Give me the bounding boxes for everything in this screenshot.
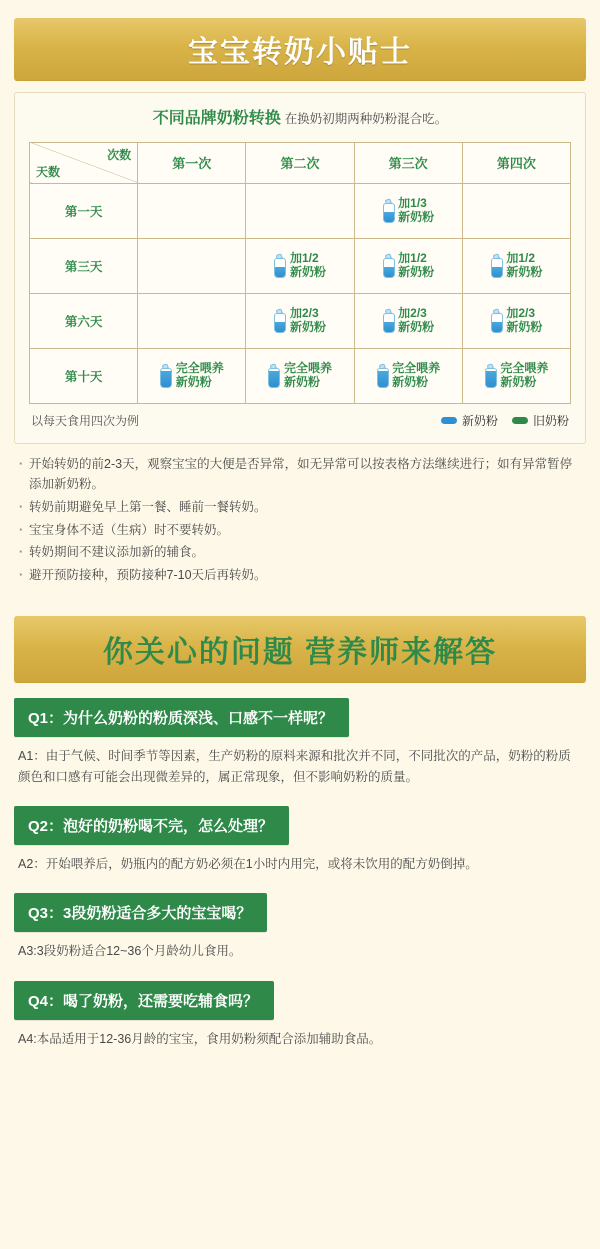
tips-list — [18, 454, 582, 586]
table-cell-line1: 加2/3 — [506, 306, 536, 320]
table-cell-line2: 新奶粉 — [506, 319, 543, 334]
table-cell — [462, 238, 570, 293]
table-cell-text — [392, 362, 440, 390]
table-cell-line1: 加1/3 — [398, 196, 427, 210]
table-cell-text — [398, 307, 434, 335]
table-cell — [138, 348, 246, 403]
table-cell — [246, 293, 354, 348]
table-cell-line2: 新奶粉 — [283, 374, 320, 389]
table-cell-line2: 新奶粉 — [289, 319, 326, 334]
transfer-table-heading-sub: 在换奶初期两种奶粉混合吃。 — [284, 112, 448, 126]
bottle-icon — [382, 254, 395, 278]
banner-faq-title: 你关心的问题 营养师来解答 — [102, 635, 498, 669]
faq-question: Q4：喝了奶粉，还需要吃辅食吗？ — [14, 981, 274, 1020]
bottle-icon — [382, 199, 395, 223]
table-cell-text — [506, 252, 542, 280]
banner-faq — [14, 616, 586, 682]
tip-item: · 避开预防接种，预防接种7-10天后再转奶。 — [18, 565, 582, 586]
legend-label-old: 旧奶粉 — [532, 413, 569, 428]
transfer-table-card — [14, 92, 586, 444]
faq-question: Q1：为什么奶粉的粉质深浅、口感不一样呢？ — [14, 698, 349, 737]
table-cell-line1: 完全喂养 — [500, 361, 549, 375]
bottle-icon — [490, 309, 503, 333]
bottle-icon — [382, 309, 395, 333]
banner-transfer-tips-title: 宝宝转奶小贴士 — [188, 36, 412, 69]
table-row-label: 第三天 — [30, 238, 138, 293]
bottle-icon — [490, 254, 503, 278]
table-cell — [354, 183, 462, 238]
table-col-header-1: 第一次 — [138, 142, 246, 183]
bottle-icon — [484, 364, 497, 388]
faq-answer: A3:3段奶粉适合12~36个月龄幼儿食用。 — [18, 944, 242, 959]
table-cell-text — [500, 362, 548, 390]
legend-swatch-old — [512, 417, 528, 424]
table-cell-text — [506, 307, 542, 335]
table-cell-line2: 新奶粉 — [398, 319, 435, 334]
table-row-label: 第一天 — [30, 183, 138, 238]
table-cell-line2: 新奶粉 — [500, 374, 537, 389]
table-cell-line1: 加2/3 — [398, 306, 427, 320]
table-row-label: 第六天 — [30, 293, 138, 348]
table-cell-text — [290, 252, 326, 280]
table-cell-line1: 加2/3 — [289, 306, 319, 320]
table-cell — [246, 183, 354, 238]
table-cell — [354, 238, 462, 293]
table-cell-text — [398, 252, 434, 280]
table-cell — [138, 183, 246, 238]
table-cell-text — [284, 362, 332, 390]
corner-label-times: 次数 — [107, 147, 132, 162]
table-corner-cell — [30, 142, 138, 183]
tip-item: · 宝宝身体不适（生病）时不要转奶。 — [18, 520, 582, 541]
tip-item: · 开始转奶的前2-3天，观察宝宝的大便是否异常，如无异常可以按表格方法继续进行；如有异常暂停添加新奶粉。 — [18, 454, 582, 495]
bottle-icon — [376, 364, 389, 388]
table-cell-line1: 完全喂养 — [175, 361, 224, 375]
legend-item-old — [512, 412, 569, 429]
faq-item — [14, 806, 586, 875]
table-cell-line2: 新奶粉 — [398, 209, 435, 224]
legend-note: 以每天食用四次为例 — [31, 413, 140, 428]
table-cell-text — [398, 197, 434, 225]
bottle-icon — [274, 254, 287, 278]
table-cell — [462, 348, 570, 403]
table-cell — [354, 293, 462, 348]
table-cell-line1: 完全喂养 — [283, 361, 332, 375]
table-cell-line1: 加1/2 — [506, 251, 536, 265]
transfer-table-heading-title: 不同品牌奶粉转换 — [152, 110, 281, 127]
table-cell-line2: 新奶粉 — [289, 264, 326, 279]
legend-items — [441, 412, 569, 429]
table-cell-line1: 完全喂养 — [392, 361, 441, 375]
banner-transfer-tips — [14, 18, 586, 80]
legend-swatch-new — [441, 417, 457, 424]
table-row — [30, 238, 571, 293]
table-cell — [462, 183, 570, 238]
table-cell — [462, 293, 570, 348]
table-cell-line1: 加1/2 — [398, 251, 427, 265]
bottle-icon — [268, 364, 281, 388]
faq-item — [14, 893, 586, 962]
table-cell-line2: 新奶粉 — [398, 264, 435, 279]
table-cell-line2: 新奶粉 — [175, 374, 212, 389]
page-root — [0, 18, 600, 1249]
faq-answer: A2：开始喂养后，奶瓶内的配方奶必须在1小时内用完，或将未饮用的配方奶倒掉。 — [18, 857, 478, 872]
table-row — [30, 348, 571, 403]
transfer-table-heading — [29, 109, 571, 130]
faq-list — [14, 698, 586, 1050]
table-cell — [246, 238, 354, 293]
table-cell-line2: 新奶粉 — [506, 264, 543, 279]
transfer-table — [29, 142, 571, 404]
table-header-row — [30, 142, 571, 183]
table-col-header-4: 第四次 — [462, 142, 570, 183]
faq-answer: A4:本品适用于12-36月龄的宝宝，食用奶粉须配合添加辅助食品。 — [18, 1031, 382, 1046]
table-cell-line2: 新奶粉 — [392, 374, 429, 389]
bottle-icon — [160, 364, 173, 388]
tip-item: · 转奶期间不建议添加新的辅食。 — [18, 542, 582, 563]
legend-item-new — [441, 412, 498, 429]
faq-item — [14, 981, 586, 1050]
table-legend-row — [29, 412, 571, 429]
table-row-label: 第十天 — [30, 348, 138, 403]
table-cell — [138, 293, 246, 348]
faq-item — [14, 698, 586, 789]
table-cell-line1: 加1/2 — [289, 251, 319, 265]
corner-label-days: 天数 — [36, 164, 61, 179]
faq-answer: A1：由于气候、时间季节等因素，生产奶粉的原料来源和批次并不同，不同批次的产品，奶粉的粉质颜色和口感有可能会出现微差异的，属正常现象，但不影响奶粉的质量。 — [18, 748, 571, 784]
bottle-icon — [274, 309, 287, 333]
faq-question: Q2：泡好的奶粉喝不完，怎么处理？ — [14, 806, 289, 845]
table-cell-text — [290, 307, 326, 335]
table-cell — [246, 348, 354, 403]
table-col-header-3: 第三次 — [354, 142, 462, 183]
table-cell-text — [176, 362, 224, 390]
table-col-header-2: 第二次 — [246, 142, 354, 183]
table-cell — [354, 348, 462, 403]
table-row — [30, 183, 571, 238]
faq-question: Q3：3段奶粉适合多大的宝宝喝？ — [14, 893, 267, 932]
table-row — [30, 293, 571, 348]
tip-item: · 转奶前期避免早上第一餐、睡前一餐转奶。 — [18, 497, 582, 518]
legend-label-new: 新奶粉 — [461, 413, 498, 428]
table-cell — [138, 238, 246, 293]
